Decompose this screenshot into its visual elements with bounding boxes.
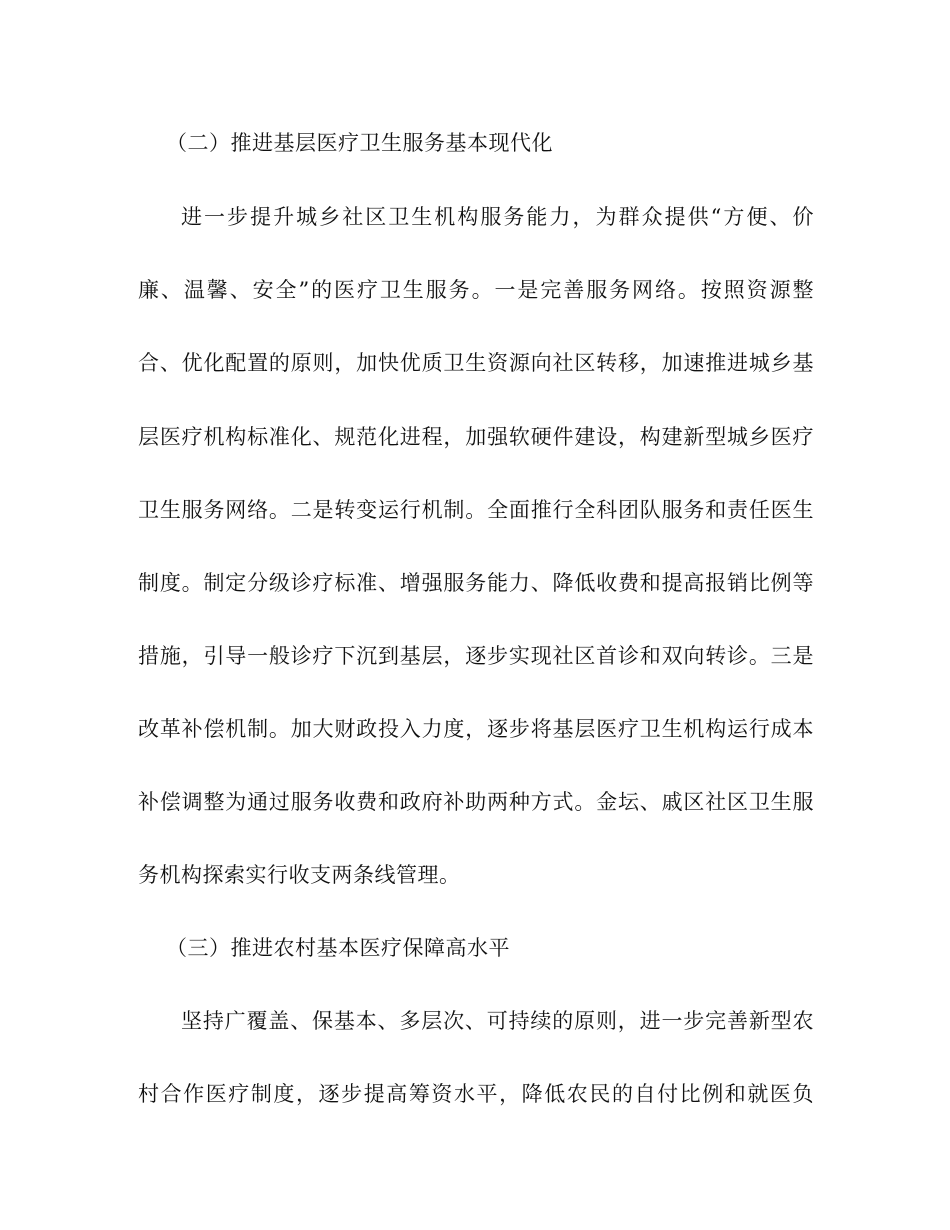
section-heading-3: （三）推进农村基本医疗保障高水平 bbox=[166, 936, 510, 960]
paragraph-line: 坚持广覆盖、保基本、多层次、可持续的原则，进一步完善新型农 bbox=[181, 1009, 814, 1033]
paragraph-line: 卫生服务网络。二是转变运行机制。全面推行全科团队服务和责任医生 bbox=[138, 498, 814, 522]
paragraph-line: 合、优化配置的原则，加快优质卫生资源向社区转移，加速推进城乡基 bbox=[138, 351, 814, 375]
paragraph-line: 村合作医疗制度，逐步提高筹资水平，降低农民的自付比例和就医负 bbox=[138, 1082, 814, 1106]
paragraph-line: 进一步提升城乡社区卫生机构服务能力，为群众提供“方便、价 bbox=[181, 205, 814, 229]
paragraph-line: 廉、温馨、安全”的医疗卫生服务。一是完善服务网络。按照资源整 bbox=[138, 278, 814, 302]
paragraph-line: 制度。制定分级诊疗标准、增强服务能力、降低收费和提高报销比例等 bbox=[138, 571, 814, 595]
paragraph-line: 措施，引导一般诊疗下沉到基层，逐步实现社区首诊和双向转诊。三是 bbox=[138, 644, 814, 668]
paragraph-line: 务机构探索实行收支两条线管理。 bbox=[138, 863, 461, 887]
paragraph-line: 补偿调整为通过服务收费和政府补助两种方式。金坛、戚区社区卫生服 bbox=[138, 790, 814, 814]
paragraph-line: 层医疗机构标准化、规范化进程，加强软硬件建设，构建新型城乡医疗 bbox=[138, 425, 814, 449]
paragraph-line: 改革补偿机制。加大财政投入力度，逐步将基层医疗卫生机构运行成本 bbox=[138, 717, 814, 741]
section-heading-2: （二）推进基层医疗卫生服务基本现代化 bbox=[166, 131, 553, 155]
